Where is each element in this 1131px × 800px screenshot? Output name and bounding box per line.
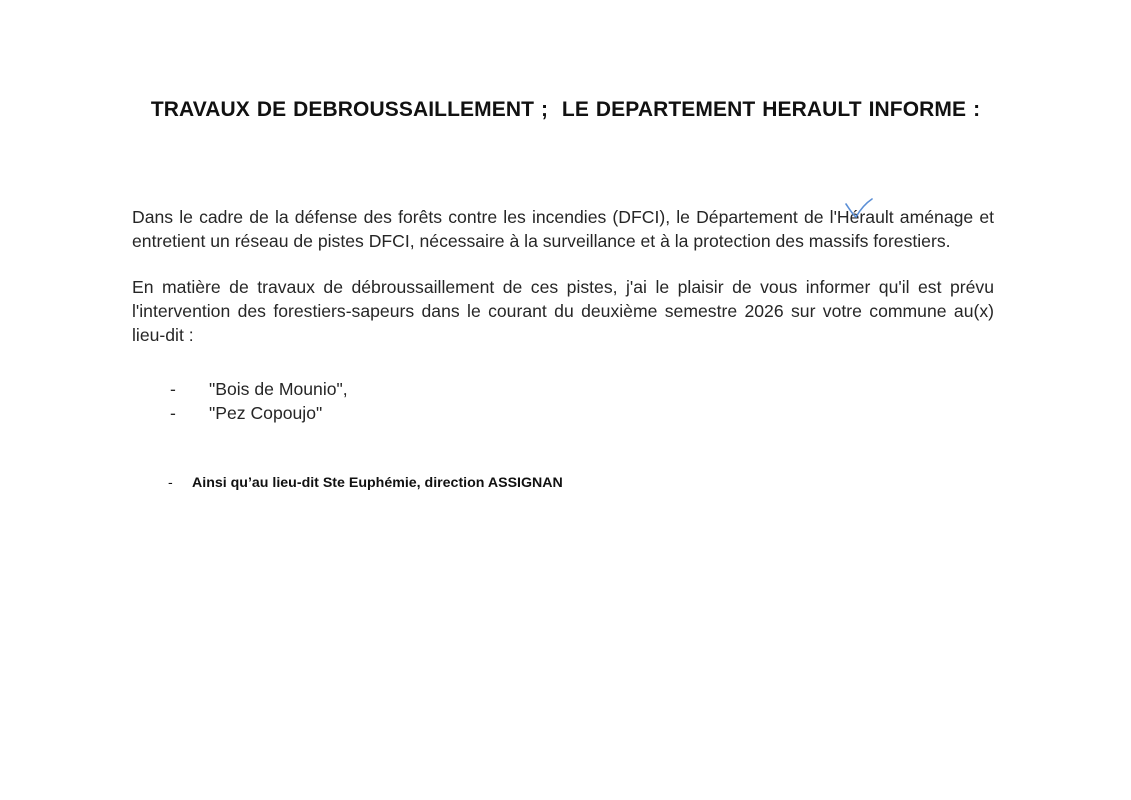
- scanned-letter-excerpt: [132, 205, 994, 425]
- additional-note-text: Ainsi qu’au lieu-dit Ste Euphémie, direction ASSIGNAN: [192, 475, 563, 491]
- place-name: "Bois de Mounio",: [209, 379, 348, 399]
- paragraph-intro: Dans le cadre de la défense des forêts contre les incendies (DFCI), le Département de l'Hérault aménage et entretient un réseau de pistes DFCI, nécessaire à la surveillance et à la protection des massifs forestiers.: [132, 207, 994, 251]
- list-dash: -: [170, 403, 176, 423]
- document-title: TRAVAUX DE DEBROUSSAILLEMENT ; LE DEPARTEMENT HERAULT INFORME :: [150, 98, 981, 121]
- place-name: "Pez Copoujo": [209, 403, 323, 423]
- place-list: [132, 377, 994, 425]
- list-dash: -: [170, 379, 176, 399]
- additional-location-note: [168, 475, 563, 491]
- list-item: [132, 377, 994, 401]
- paragraph-works: En matière de travaux de débroussaillement de ces pistes, j'ai le plaisir de vous informer qu'il est prévu l'intervention des forestiers-sapeurs dans le courant du deuxième semestre 2026 sur votre commune au(x) lieu-dit :: [132, 277, 994, 345]
- list-dash: -: [168, 475, 173, 491]
- handwritten-check-mark-icon: [844, 198, 874, 220]
- list-item: [132, 401, 994, 425]
